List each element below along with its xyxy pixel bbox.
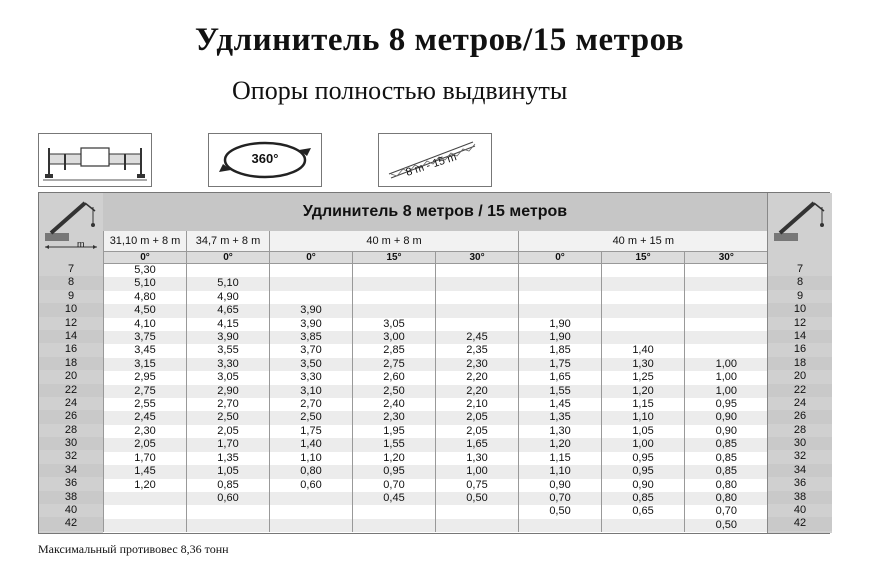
load-cell: 1,35 <box>187 452 270 465</box>
load-cell: 1,15 <box>519 452 602 465</box>
load-cell: 3,30 <box>270 371 353 384</box>
load-cell: 1,90 <box>519 331 602 344</box>
load-cell: 3,15 <box>104 358 187 371</box>
load-cell <box>685 291 768 304</box>
page-subtitle: Опоры полностью выдвинуты <box>232 76 568 105</box>
load-cell: 3,90 <box>270 318 353 331</box>
load-cell: 1,65 <box>519 371 602 384</box>
load-cell: 3,55 <box>187 344 270 357</box>
load-cell: 0,90 <box>519 479 602 492</box>
load-cell: 0,80 <box>270 465 353 478</box>
table-row <box>104 438 768 451</box>
load-cell: 2,40 <box>353 398 436 411</box>
radius-value: 26 <box>39 410 103 423</box>
load-cell: 1,00 <box>685 371 768 384</box>
load-cell: 1,10 <box>519 465 602 478</box>
table-row <box>104 519 768 532</box>
table-row <box>104 505 768 518</box>
load-cell: 2,70 <box>270 398 353 411</box>
load-cell <box>353 519 436 532</box>
angle-header: 0° <box>519 252 602 264</box>
angle-header: 0° <box>270 252 353 264</box>
config-header: 40 m + 8 m <box>270 231 519 252</box>
angle-header: 0° <box>187 252 270 264</box>
radius-column-left <box>39 193 104 533</box>
load-cell: 0,60 <box>270 479 353 492</box>
load-cell <box>436 264 519 278</box>
load-cell: 1,90 <box>519 318 602 331</box>
radius-value: 8 <box>768 276 832 289</box>
load-cell: 1,45 <box>104 465 187 478</box>
table-row <box>104 385 768 398</box>
radius-value: 38 <box>39 491 103 504</box>
load-cell: 3,05 <box>187 371 270 384</box>
load-cell: 4,50 <box>104 304 187 317</box>
radius-value: 36 <box>64 477 78 490</box>
load-cell: 0,95 <box>602 465 685 478</box>
load-cell <box>353 291 436 304</box>
radius-value: 12 <box>793 316 807 329</box>
load-cell <box>270 505 353 518</box>
table-row <box>104 331 768 344</box>
load-cell: 1,00 <box>685 385 768 398</box>
radius-value: 38 <box>768 491 832 504</box>
load-cell: 2,05 <box>436 411 519 424</box>
load-cell: 4,90 <box>187 291 270 304</box>
radius-value: 20 <box>793 370 807 383</box>
load-cell: 0,45 <box>353 492 436 505</box>
angle-header: 15° <box>602 252 685 264</box>
load-cell: 2,30 <box>104 425 187 438</box>
load-cell: 2,30 <box>436 358 519 371</box>
load-cell: 1,65 <box>436 438 519 451</box>
load-cell: 3,45 <box>104 344 187 357</box>
load-cell: 4,15 <box>187 318 270 331</box>
load-cell: 1,70 <box>104 452 187 465</box>
load-cell: 1,30 <box>436 452 519 465</box>
load-cell: 2,10 <box>436 398 519 411</box>
load-cell: 1,70 <box>187 438 270 451</box>
load-cell <box>685 264 768 278</box>
load-cell: 2,70 <box>187 398 270 411</box>
load-cell <box>602 291 685 304</box>
load-cell: 3,90 <box>270 304 353 317</box>
load-cell: 0,95 <box>353 465 436 478</box>
load-cell: 1,45 <box>519 398 602 411</box>
radius-value: 12 <box>64 316 78 329</box>
load-cell <box>436 505 519 518</box>
load-cell: 3,75 <box>104 331 187 344</box>
load-cell <box>602 519 685 532</box>
load-cell: 2,95 <box>104 371 187 384</box>
load-cell <box>685 304 768 317</box>
load-cell: 1,05 <box>602 425 685 438</box>
load-cell: 1,10 <box>602 411 685 424</box>
load-cell: 2,50 <box>270 411 353 424</box>
rotation-360-icon <box>208 133 322 187</box>
load-cell <box>104 492 187 505</box>
load-cell: 4,80 <box>104 291 187 304</box>
load-cell: 0,85 <box>602 492 685 505</box>
load-cell <box>685 331 768 344</box>
radius-values-left <box>39 263 103 531</box>
radius-value: 26 <box>768 410 832 423</box>
load-cell: 1,95 <box>353 425 436 438</box>
load-cell: 2,55 <box>104 398 187 411</box>
load-cell: 2,45 <box>436 331 519 344</box>
table-row <box>104 304 768 317</box>
angle-header: 0° <box>104 252 187 264</box>
load-cell: 1,35 <box>519 411 602 424</box>
load-cell: 3,70 <box>270 344 353 357</box>
load-cell: 5,10 <box>104 277 187 290</box>
load-cell: 0,85 <box>685 465 768 478</box>
radius-value: 16 <box>793 343 807 356</box>
load-cell: 0,95 <box>602 452 685 465</box>
load-cell <box>270 264 353 278</box>
load-cell: 0,80 <box>685 492 768 505</box>
load-cell: 3,10 <box>270 385 353 398</box>
radius-value: 42 <box>768 517 832 530</box>
load-cell <box>353 277 436 290</box>
load-cell: 1,75 <box>270 425 353 438</box>
load-cell <box>436 304 519 317</box>
load-cell: 1,00 <box>436 465 519 478</box>
load-cell <box>519 291 602 304</box>
radius-value: 10 <box>768 303 832 316</box>
load-cell <box>270 291 353 304</box>
load-cell <box>104 519 187 532</box>
radius-value: 42 <box>39 517 103 530</box>
load-cell <box>685 344 768 357</box>
load-cell: 2,75 <box>353 358 436 371</box>
radius-value: 22 <box>39 384 103 397</box>
load-cell <box>353 304 436 317</box>
load-cell <box>519 264 602 278</box>
load-cell <box>519 304 602 317</box>
load-cell: 0,85 <box>685 452 768 465</box>
load-cell <box>602 304 685 317</box>
load-values-table <box>103 231 768 532</box>
load-cell <box>436 277 519 290</box>
load-cell: 2,30 <box>353 411 436 424</box>
load-cell: 0,85 <box>685 438 768 451</box>
radius-value: 34 <box>39 464 103 477</box>
load-cell: 4,65 <box>187 304 270 317</box>
table-row <box>104 465 768 478</box>
load-cell: 0,65 <box>602 505 685 518</box>
load-cell <box>104 505 187 518</box>
load-cell: 1,40 <box>602 344 685 357</box>
crane-boom-icon <box>39 193 103 251</box>
load-cell: 2,60 <box>353 371 436 384</box>
radius-value: 40 <box>793 504 807 517</box>
load-cell: 2,20 <box>436 371 519 384</box>
load-cell: 2,85 <box>353 344 436 357</box>
radius-value: 18 <box>768 357 832 370</box>
load-cell: 2,35 <box>436 344 519 357</box>
angle-header: 30° <box>436 252 519 264</box>
load-cell <box>270 277 353 290</box>
radius-value: 9 <box>67 289 75 302</box>
table-row <box>104 264 768 278</box>
radius-value: 28 <box>64 423 78 436</box>
load-cell: 3,30 <box>187 358 270 371</box>
load-cell: 3,50 <box>270 358 353 371</box>
load-cell: 0,90 <box>602 479 685 492</box>
jib-length-icon <box>378 133 492 187</box>
radius-unit-label: m <box>77 239 85 249</box>
load-cell: 4,10 <box>104 318 187 331</box>
table-row <box>104 277 768 290</box>
load-cell: 2,45 <box>104 411 187 424</box>
load-cell: 1,75 <box>519 358 602 371</box>
load-chart-table <box>38 192 830 534</box>
load-cell <box>436 291 519 304</box>
config-header: 40 m + 15 m <box>519 231 768 252</box>
load-cell: 0,75 <box>436 479 519 492</box>
radius-value: 34 <box>768 464 832 477</box>
load-cell: 1,15 <box>602 398 685 411</box>
load-cell: 1,20 <box>104 479 187 492</box>
load-cell: 2,05 <box>436 425 519 438</box>
radius-value: 14 <box>39 330 103 343</box>
radius-value: 20 <box>64 370 78 383</box>
load-cell: 1,00 <box>602 438 685 451</box>
load-cell: 5,10 <box>187 277 270 290</box>
load-cell: 0,60 <box>187 492 270 505</box>
table-row <box>104 479 768 492</box>
load-cell <box>602 318 685 331</box>
config-header: 34,7 m + 8 m <box>187 231 270 252</box>
load-cell: 2,50 <box>187 411 270 424</box>
table-row <box>104 398 768 411</box>
table-row <box>104 358 768 371</box>
load-cell: 0,80 <box>685 479 768 492</box>
load-cell: 0,50 <box>519 505 602 518</box>
load-cell: 0,90 <box>685 411 768 424</box>
radius-value: 24 <box>793 396 807 409</box>
load-cell: 1,25 <box>602 371 685 384</box>
config-header: 31,10 m + 8 m <box>104 231 187 252</box>
load-grid <box>103 231 767 533</box>
rotation-label: 360° <box>251 151 279 166</box>
load-cell <box>353 264 436 278</box>
radius-value: 10 <box>39 303 103 316</box>
table-title: Удлинитель 8 метров / 15 метров <box>103 193 767 232</box>
angle-header: 30° <box>685 252 768 264</box>
radius-value: 32 <box>793 450 807 463</box>
load-cell <box>602 331 685 344</box>
load-cell <box>602 264 685 278</box>
table-row <box>104 411 768 424</box>
radius-value: 40 <box>64 504 78 517</box>
table-row <box>104 492 768 505</box>
table-row <box>104 425 768 438</box>
load-cell <box>436 318 519 331</box>
radius-value: 14 <box>768 330 832 343</box>
load-cell: 2,75 <box>104 385 187 398</box>
load-cell: 1,40 <box>270 438 353 451</box>
load-cell <box>187 519 270 532</box>
load-cell: 0,90 <box>685 425 768 438</box>
radius-value: 16 <box>64 343 78 356</box>
radius-value: 7 <box>796 263 804 275</box>
radius-value: 8 <box>39 276 103 289</box>
load-cell: 0,95 <box>685 398 768 411</box>
radius-value: 36 <box>793 477 807 490</box>
load-cell: 3,85 <box>270 331 353 344</box>
load-cell <box>685 318 768 331</box>
outriggers-extended-icon <box>38 133 152 187</box>
load-cell <box>436 519 519 532</box>
load-cell: 2,05 <box>104 438 187 451</box>
radius-value: 24 <box>64 396 78 409</box>
radius-column-right <box>767 193 832 533</box>
load-cell: 1,05 <box>187 465 270 478</box>
load-cell: 3,00 <box>353 331 436 344</box>
load-cell: 2,90 <box>187 385 270 398</box>
load-cell <box>685 277 768 290</box>
load-cell: 0,70 <box>519 492 602 505</box>
radius-value: 28 <box>793 423 807 436</box>
radius-value: 9 <box>796 289 804 302</box>
load-cell: 1,55 <box>353 438 436 451</box>
load-cell <box>602 277 685 290</box>
radius-value: 18 <box>39 357 103 370</box>
table-row <box>104 291 768 304</box>
load-cell: 1,10 <box>270 452 353 465</box>
load-cell: 1,00 <box>685 358 768 371</box>
load-cell <box>270 492 353 505</box>
load-cell: 3,05 <box>353 318 436 331</box>
load-cell <box>270 519 353 532</box>
radius-value: 30 <box>39 437 103 450</box>
load-cell: 1,20 <box>519 438 602 451</box>
load-cell <box>353 505 436 518</box>
table-row <box>104 371 768 384</box>
load-cell: 0,50 <box>685 519 768 532</box>
load-cell: 2,50 <box>353 385 436 398</box>
load-cell: 0,85 <box>187 479 270 492</box>
load-cell: 0,70 <box>353 479 436 492</box>
load-cell: 2,05 <box>187 425 270 438</box>
table-row <box>104 452 768 465</box>
load-cell: 2,20 <box>436 385 519 398</box>
load-cell: 0,50 <box>436 492 519 505</box>
radius-value: 7 <box>67 263 75 275</box>
load-cell <box>187 505 270 518</box>
load-cell: 1,30 <box>602 358 685 371</box>
page-title: Удлинитель 8 метров/15 метров <box>194 22 685 58</box>
jib-length-label: 8 m - 15 m <box>404 151 459 179</box>
load-cell: 1,55 <box>519 385 602 398</box>
table-row <box>104 318 768 331</box>
load-cell: 5,30 <box>104 264 187 278</box>
counterweight-note: Максимальный противовес 8,36 тонн <box>38 542 229 556</box>
load-cell: 1,20 <box>353 452 436 465</box>
load-cell: 1,85 <box>519 344 602 357</box>
radius-value: 22 <box>768 384 832 397</box>
load-cell: 0,70 <box>685 505 768 518</box>
load-cell: 1,30 <box>519 425 602 438</box>
load-cell <box>519 519 602 532</box>
load-cell <box>519 277 602 290</box>
crane-boom-icon <box>768 193 832 251</box>
table-row <box>104 344 768 357</box>
radius-values-right <box>768 263 832 531</box>
radius-value: 32 <box>64 450 78 463</box>
angle-header: 15° <box>353 252 436 264</box>
load-cell <box>187 264 270 278</box>
load-cell: 3,90 <box>187 331 270 344</box>
radius-value: 30 <box>768 437 832 450</box>
load-cell: 1,20 <box>602 385 685 398</box>
